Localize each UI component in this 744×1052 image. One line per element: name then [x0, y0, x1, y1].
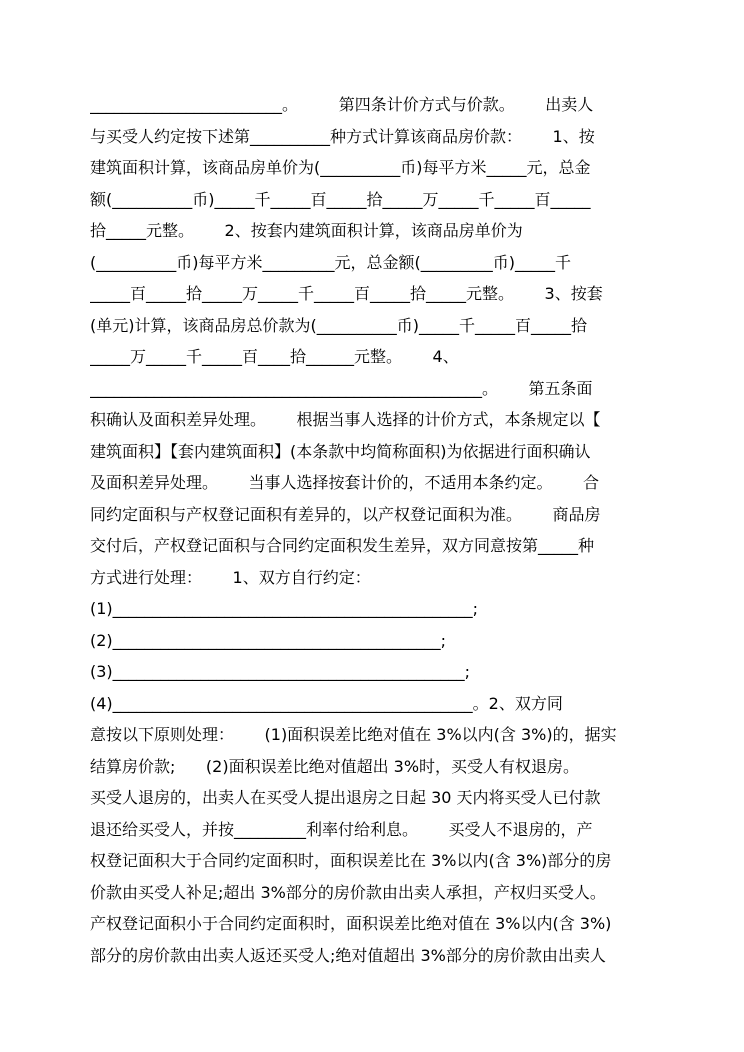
text-line-19: (3)____________________________________________; — [90, 662, 471, 681]
text-line-4: 额(__________币)_____千_____百_____拾_____万_____千_____百_____ — [90, 190, 591, 209]
text-line-26: 价款由买受人补足;超出 3%部分的房价款由出卖人承担，产权归买受人。 — [90, 883, 606, 902]
text-line-8: (单元)计算，该商品房总价款为(__________币)_____千_____百_____拾 — [90, 316, 587, 335]
text-line-10: _________________________________________________。 第五条面 — [90, 379, 593, 398]
text-line-17: (1)_____________________________________________; — [90, 599, 479, 618]
text-line-13: 及面积差异处理。 当事人选择按套计价的，不适用本条约定。 合 — [90, 473, 600, 492]
text-line-24: 退还给买受人，并按_________利率付给利息。 买受人不退房的，产 — [90, 820, 593, 839]
text-line-1: ________________________。 第四条计价方式与价款。 出卖人 — [90, 95, 594, 114]
text-line-14: 同约定面积与产权登记面积有差异的，以产权登记面积为准。 商品房 — [90, 505, 601, 524]
text-line-21: 意按以下原则处理： (1)面积误差比绝对值在 3%以内(含 3%)的，据实 — [90, 725, 617, 744]
text-line-22: 结算房价款; (2)面积误差比绝对值超出 3%时，买受人有权退房。 — [90, 757, 580, 776]
text-line-6: (__________币)每平方米_________元，总金额(_________币)_____千 — [90, 253, 571, 272]
text-line-23: 买受人退房的，出卖人在买受人提出退房之日起 30 天内将买受人已付款 — [90, 788, 601, 807]
text-line-28: 部分的房价款由出卖人返还买受人;绝对值超出 3%部分的房价款由出卖人 — [90, 946, 606, 965]
text-line-25: 权登记面积大于合同约定面积时，面积误差比在 3%以内(含 3%)部分的房 — [90, 851, 612, 870]
text-line-16: 方式进行处理： 1、双方自行约定： — [90, 568, 371, 587]
text-line-5: 拾_____元整。 2、按套内建筑面积计算，该商品房单价为 — [90, 221, 523, 240]
text-line-3: 建筑面积计算，该商品房单价为(__________币)每平方米_____元，总金 — [90, 158, 591, 177]
text-line-11: 积确认及面积差异处理。 根据当事人选择的计价方式，本条规定以【 — [90, 410, 601, 429]
text-line-15: 交付后，产权登记面积与合同约定面积发生差异，双方同意按第_____种 — [90, 536, 595, 555]
text-line-27: 产权登记面积小于合同约定面积时，面积误差比绝对值在 3%以内(含 3%) — [90, 914, 612, 933]
text-line-9: _____万_____千_____百____拾______元整。 4、 — [90, 347, 459, 366]
text-line-18: (2)_________________________________________; — [90, 631, 447, 650]
text-line-12: 建筑面积】【套内建筑面积】(本条款中均简称面积)为依据进行面积确认 — [90, 442, 591, 461]
text-line-7: _____百_____拾_____万_____千_____百_____拾_____元整。 3、按套 — [90, 284, 603, 303]
text-line-2: 与买受人约定按下述第__________种方式计算该商品房价款： 1、按 — [90, 127, 595, 146]
text-line-20: (4)_____________________________________________。2、双方同 — [90, 694, 563, 713]
